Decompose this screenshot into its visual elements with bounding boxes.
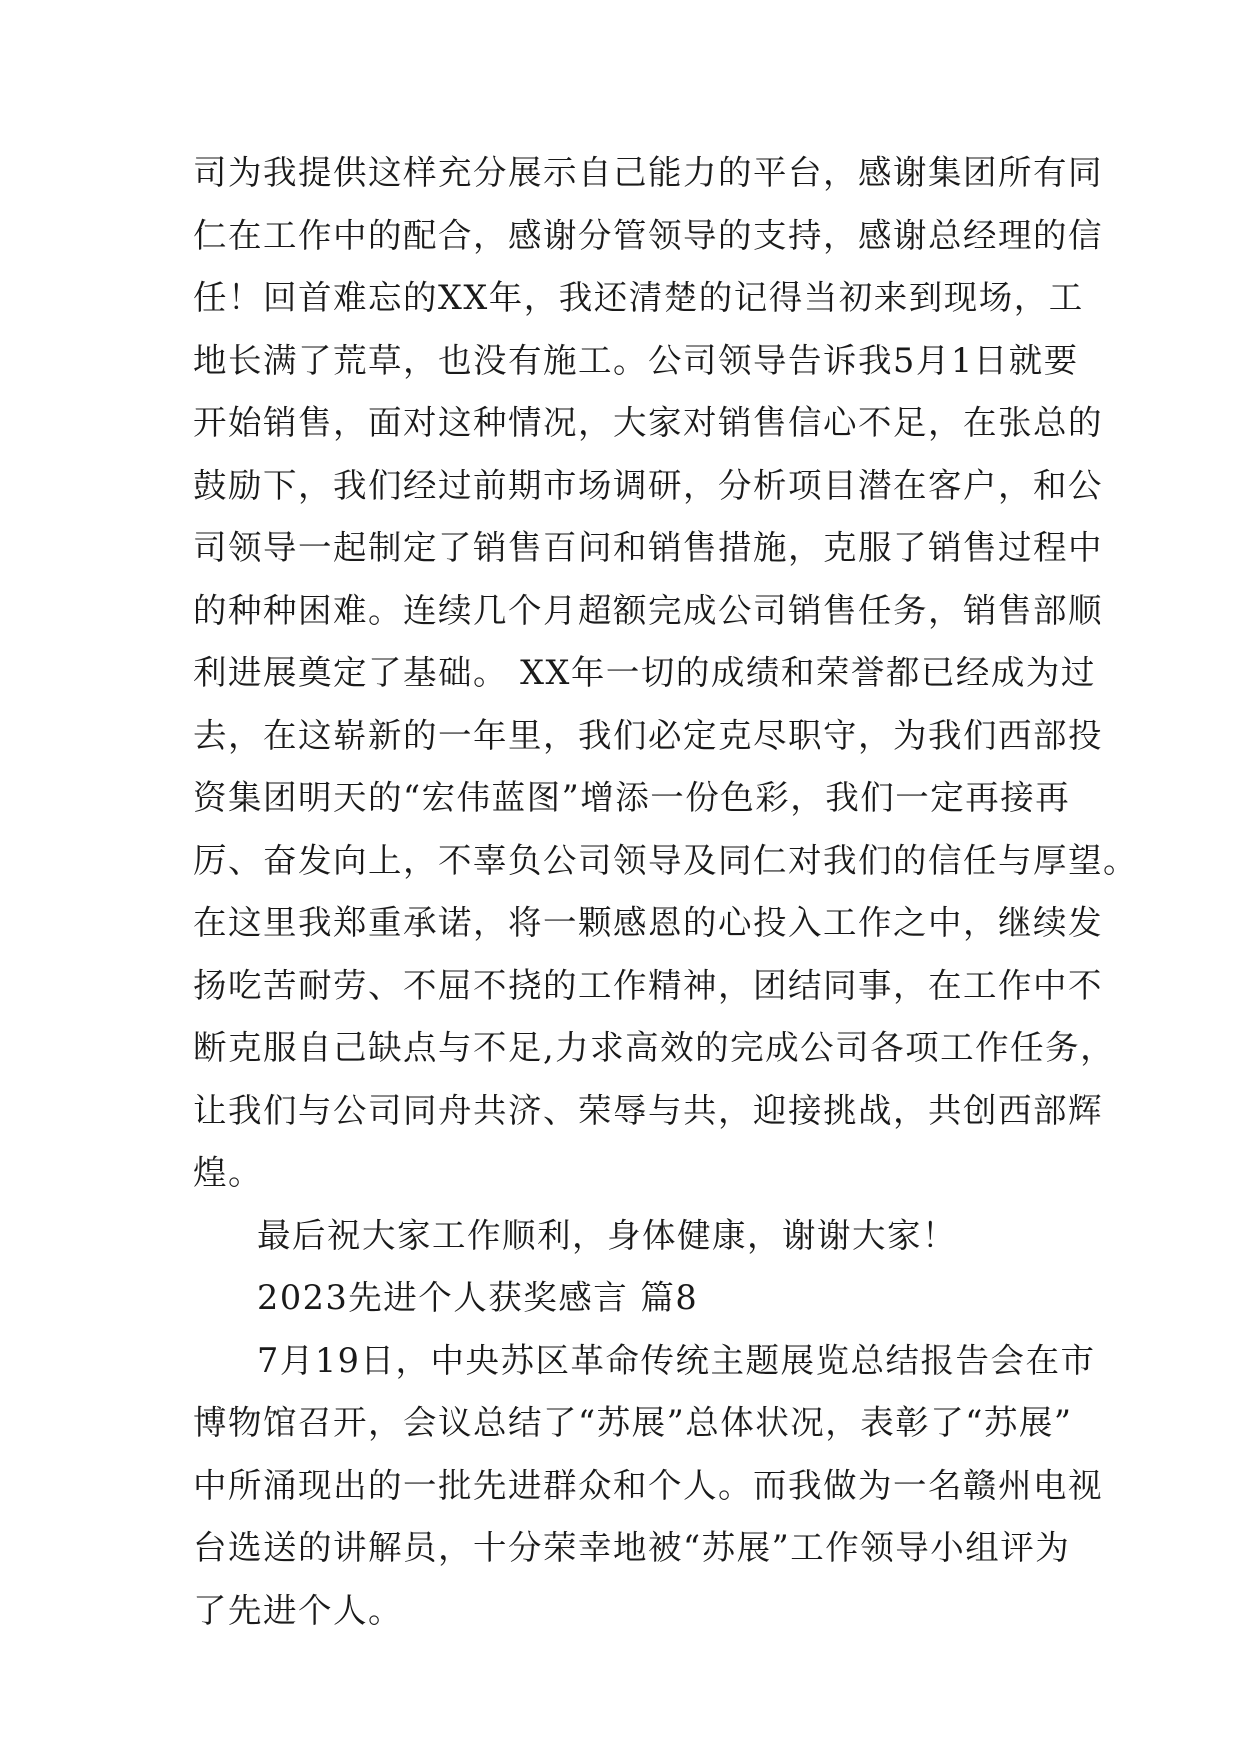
paragraph-2	[193, 1330, 1103, 1643]
text-line: 任！回首难忘的XX年，我还清楚的记得当初来到现场，工	[193, 278, 1084, 317]
text-line: 开始销售，面对这种情况，大家对销售信心不足，在张总的	[193, 403, 1103, 442]
text-line: 利进展奠定了基础。 XX年一切的成绩和荣誉都已经成为过	[193, 653, 1096, 692]
text-line: 仁在工作中的配合，感谢分管领导的支持，感谢总经理的信	[193, 215, 1103, 255]
text-line: 司为我提供这样充分展示自己能力的平台，感谢集团所有同	[193, 153, 1103, 192]
text-line: 司领导一起制定了销售百问和销售措施，克服了销售过程中	[193, 528, 1103, 567]
text-line: 厉、奋发向上，不辜负公司领导及同仁对我们的信任与厚望。	[193, 840, 1138, 880]
text-line: 资集团明天的“宏伟蓝图”增添一份色彩，我们一定再接再	[193, 778, 1071, 817]
text-line: 了先进个人。	[193, 1590, 403, 1630]
text-line: 断克服自己缺点与不足,力求高效的完成公司各项工作任务，	[193, 1028, 1116, 1067]
text-line: 扬吃苦耐劳、不屈不挠的工作精神，团结同事，在工作中不	[193, 965, 1103, 1005]
section-heading: 2023先进个人获奖感言 篇8	[257, 1278, 699, 1317]
text-line: 地长满了荒草，也没有施工。公司领导告诉我5月1日就要	[193, 340, 1079, 380]
document-body	[193, 142, 1138, 1642]
text-line: 煌。	[193, 1153, 263, 1192]
text-line: 博物馆召开，会议总结了“苏展”总体状况，表彰了“苏展”	[193, 1403, 1073, 1442]
text-line: 7月19日，中央苏区革命传统主题展览总结报告会在市	[257, 1340, 1096, 1380]
text-line: 去，在这崭新的一年里，我们必定克尽职守，为我们西部投	[193, 715, 1103, 755]
paragraph-1	[193, 142, 1138, 1205]
text-line: 让我们与公司同舟共济、荣辱与共，迎接挑战，共创西部辉	[193, 1090, 1103, 1130]
closing-remark: 最后祝大家工作顺利，身体健康，谢谢大家！	[257, 1215, 957, 1255]
text-line: 的种种困难。连续几个月超额完成公司销售任务，销售部顺	[193, 590, 1103, 630]
text-line: 鼓励下，我们经过前期市场调研，分析项目潜在客户，和公	[193, 465, 1103, 505]
text-line: 中所涌现出的一批先进群众和个人。而我做为一名赣州电视	[193, 1465, 1103, 1505]
text-line: 台选送的讲解员，十分荣幸地被“苏展”工作领导小组评为	[193, 1528, 1071, 1567]
text-line: 在这里我郑重承诺，将一颗感恩的心投入工作之中，继续发	[193, 903, 1103, 942]
